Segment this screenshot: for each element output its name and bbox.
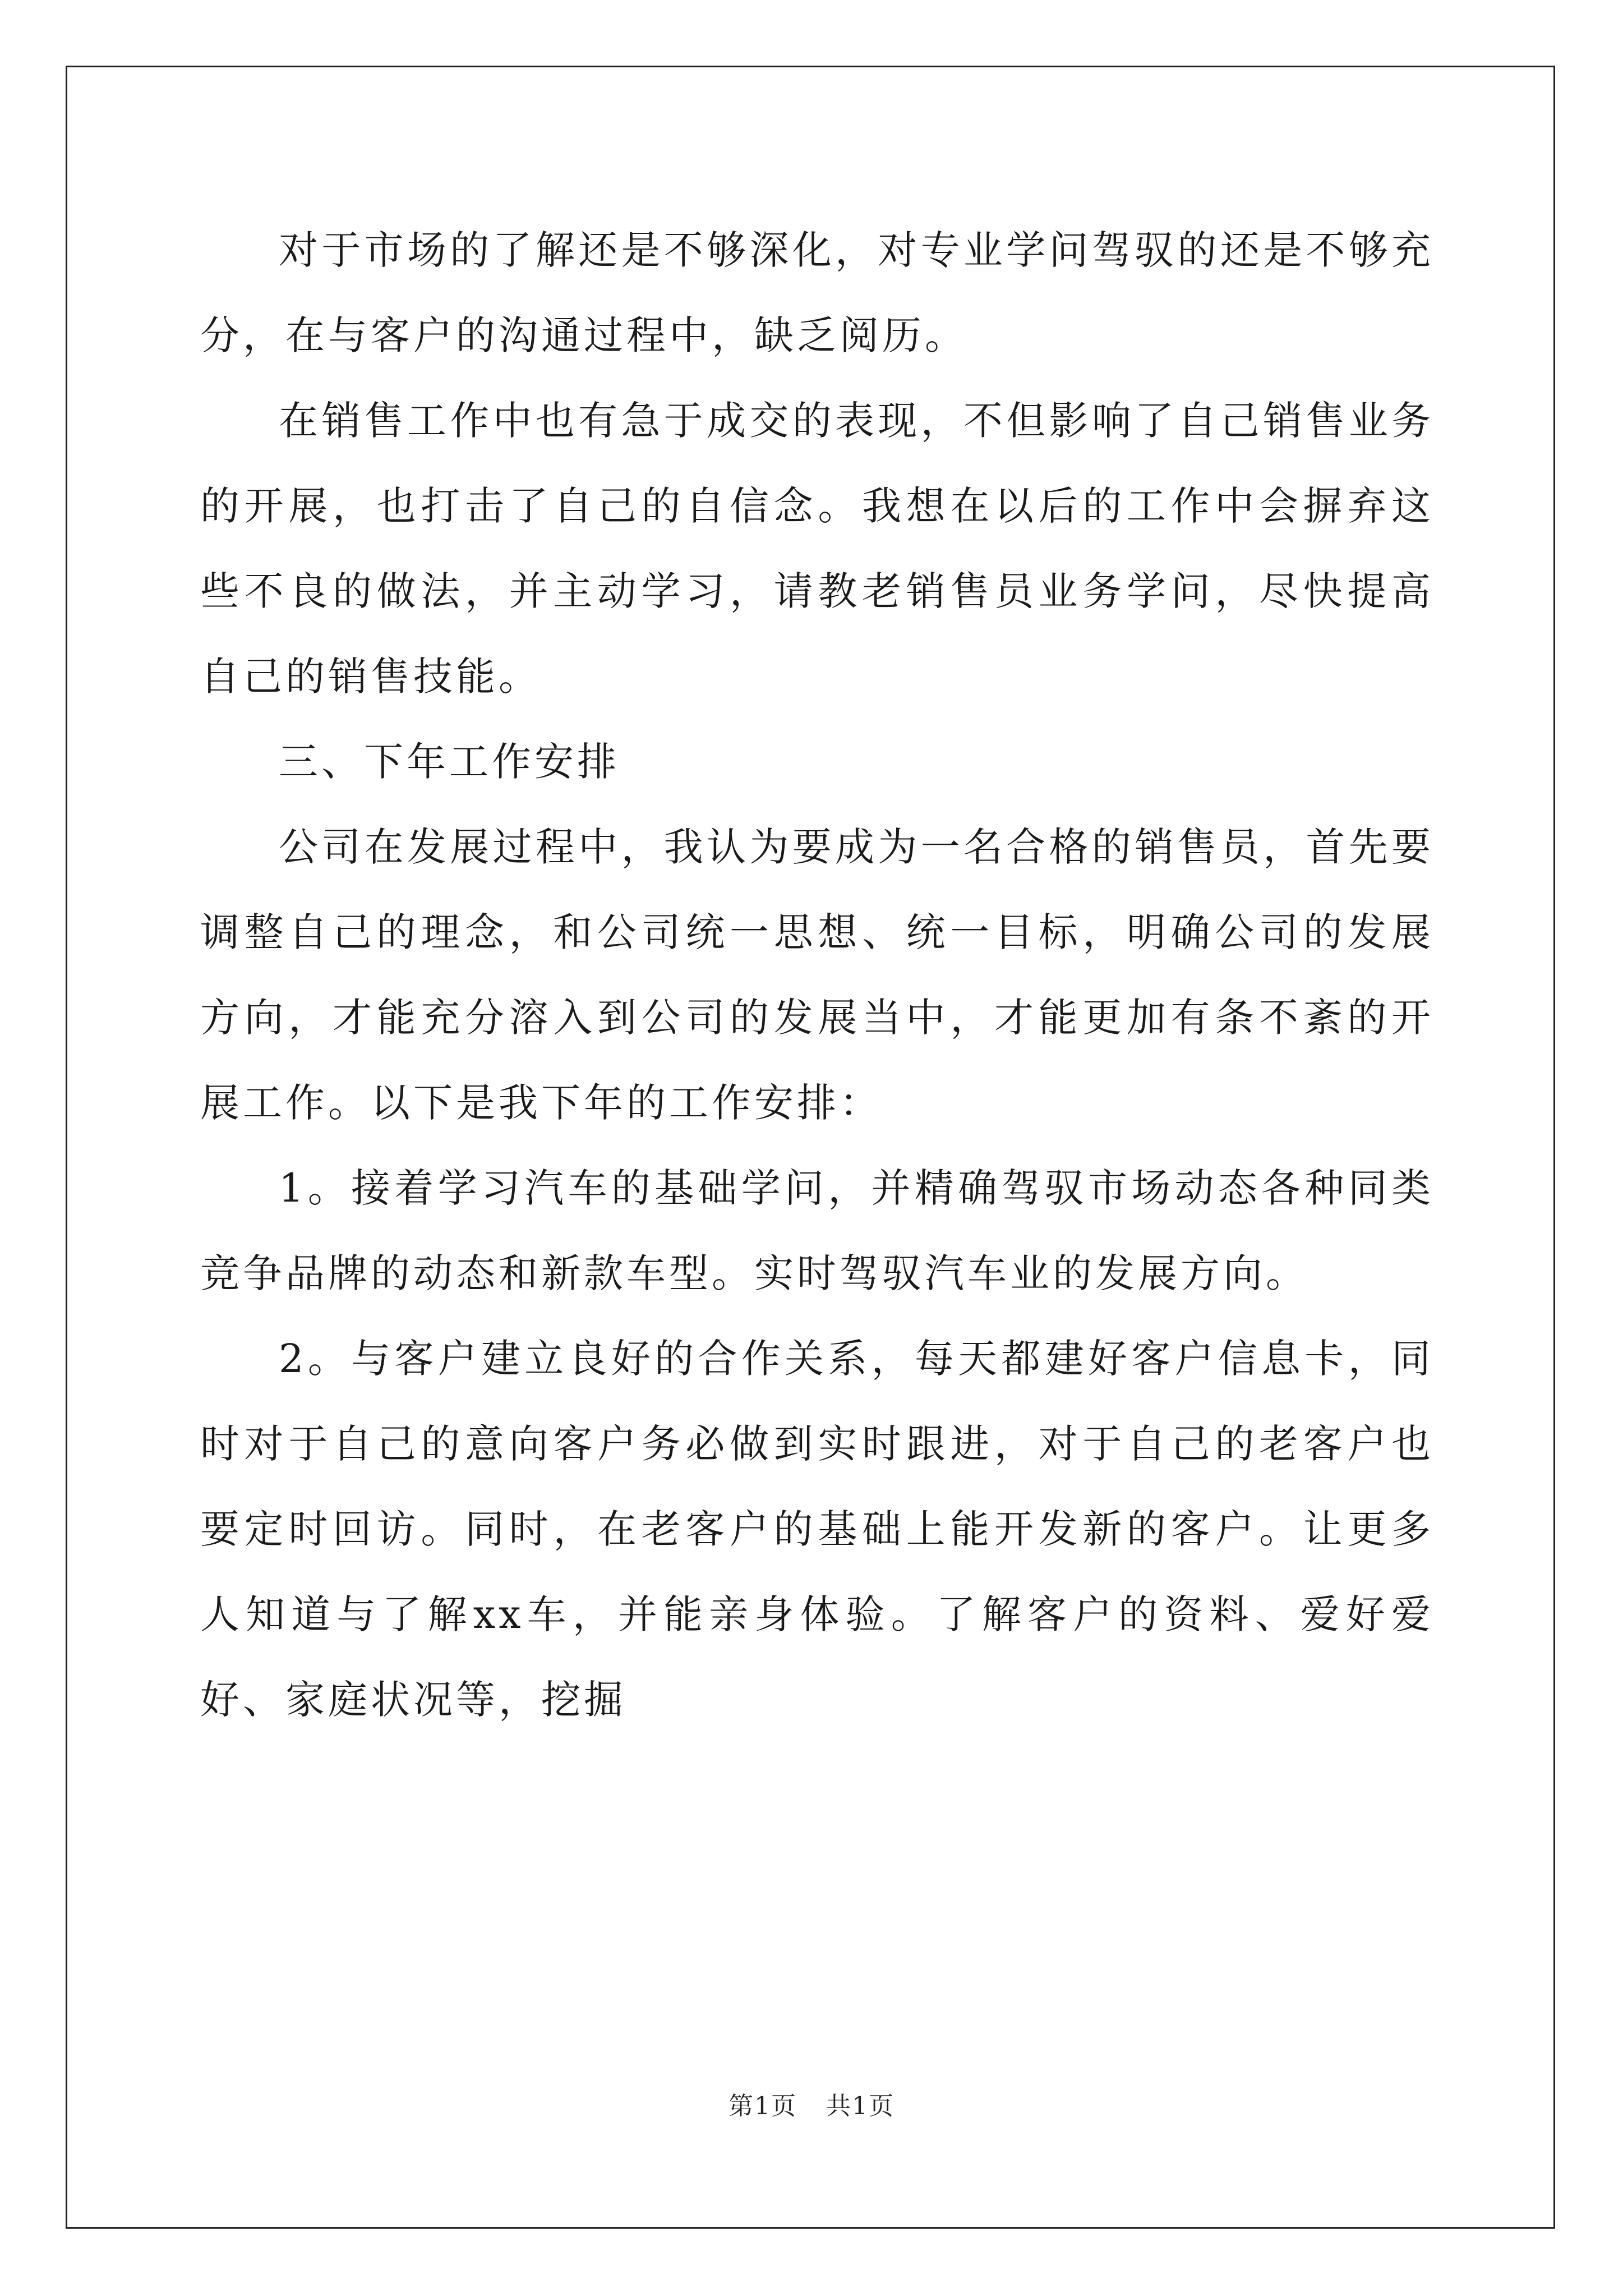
paragraph-market-understanding: 对于市场的了解还是不够深化，对专业学问驾驭的还是不够充分，在与客户的沟通过程中，缺乏阅历。 (200, 227, 1434, 358)
section-heading: 三、下年工作安排 (279, 739, 620, 785)
paragraph-sales-shortcomings: 在销售工作中也有急于成交的表现，不但影响了自己销售业务的开展，也打击了自己的自信念。我想在以后的工作中会摒弃这些不良的做法，并主动学习，请教老销售员业务学问，尽快提高自己的销售技能。 (200, 398, 1434, 700)
document-body (200, 208, 1434, 1742)
page-footer (0, 2086, 1623, 2122)
page-total: 共1页 (826, 2092, 895, 2120)
page-number: 第1页 (728, 2092, 797, 2120)
paragraph-company-development: 公司在发展过程中，我认为要成为一名合格的销售员，首先要调整自己的理念，和公司统一思想、统一目标，明确公司的发展方向，才能充分溶入到公司的发展当中，才能更加有条不紊的开展工作。以下是我下年的工作安排： (200, 824, 1434, 1126)
paragraph-plan-item-1: 1。接着学习汽车的基础学问，并精确驾驭市场动态各种同类竞争品牌的动态和新款车型。实时驾驭汽车业的发展方向。 (200, 1165, 1434, 1296)
paragraph-plan-item-2: 2。与客户建立良好的合作关系，每天都建好客户信息卡，同时对于自己的意向客户务必做到实时跟进，对于自己的老客户也要定时回访。同时，在老客户的基础上能开发新的客户。让更多人知道与了解xx车，并能亲身体验。了解客户的资料、爱好爱好、家庭状况等，挖掘 (200, 1336, 1434, 1723)
